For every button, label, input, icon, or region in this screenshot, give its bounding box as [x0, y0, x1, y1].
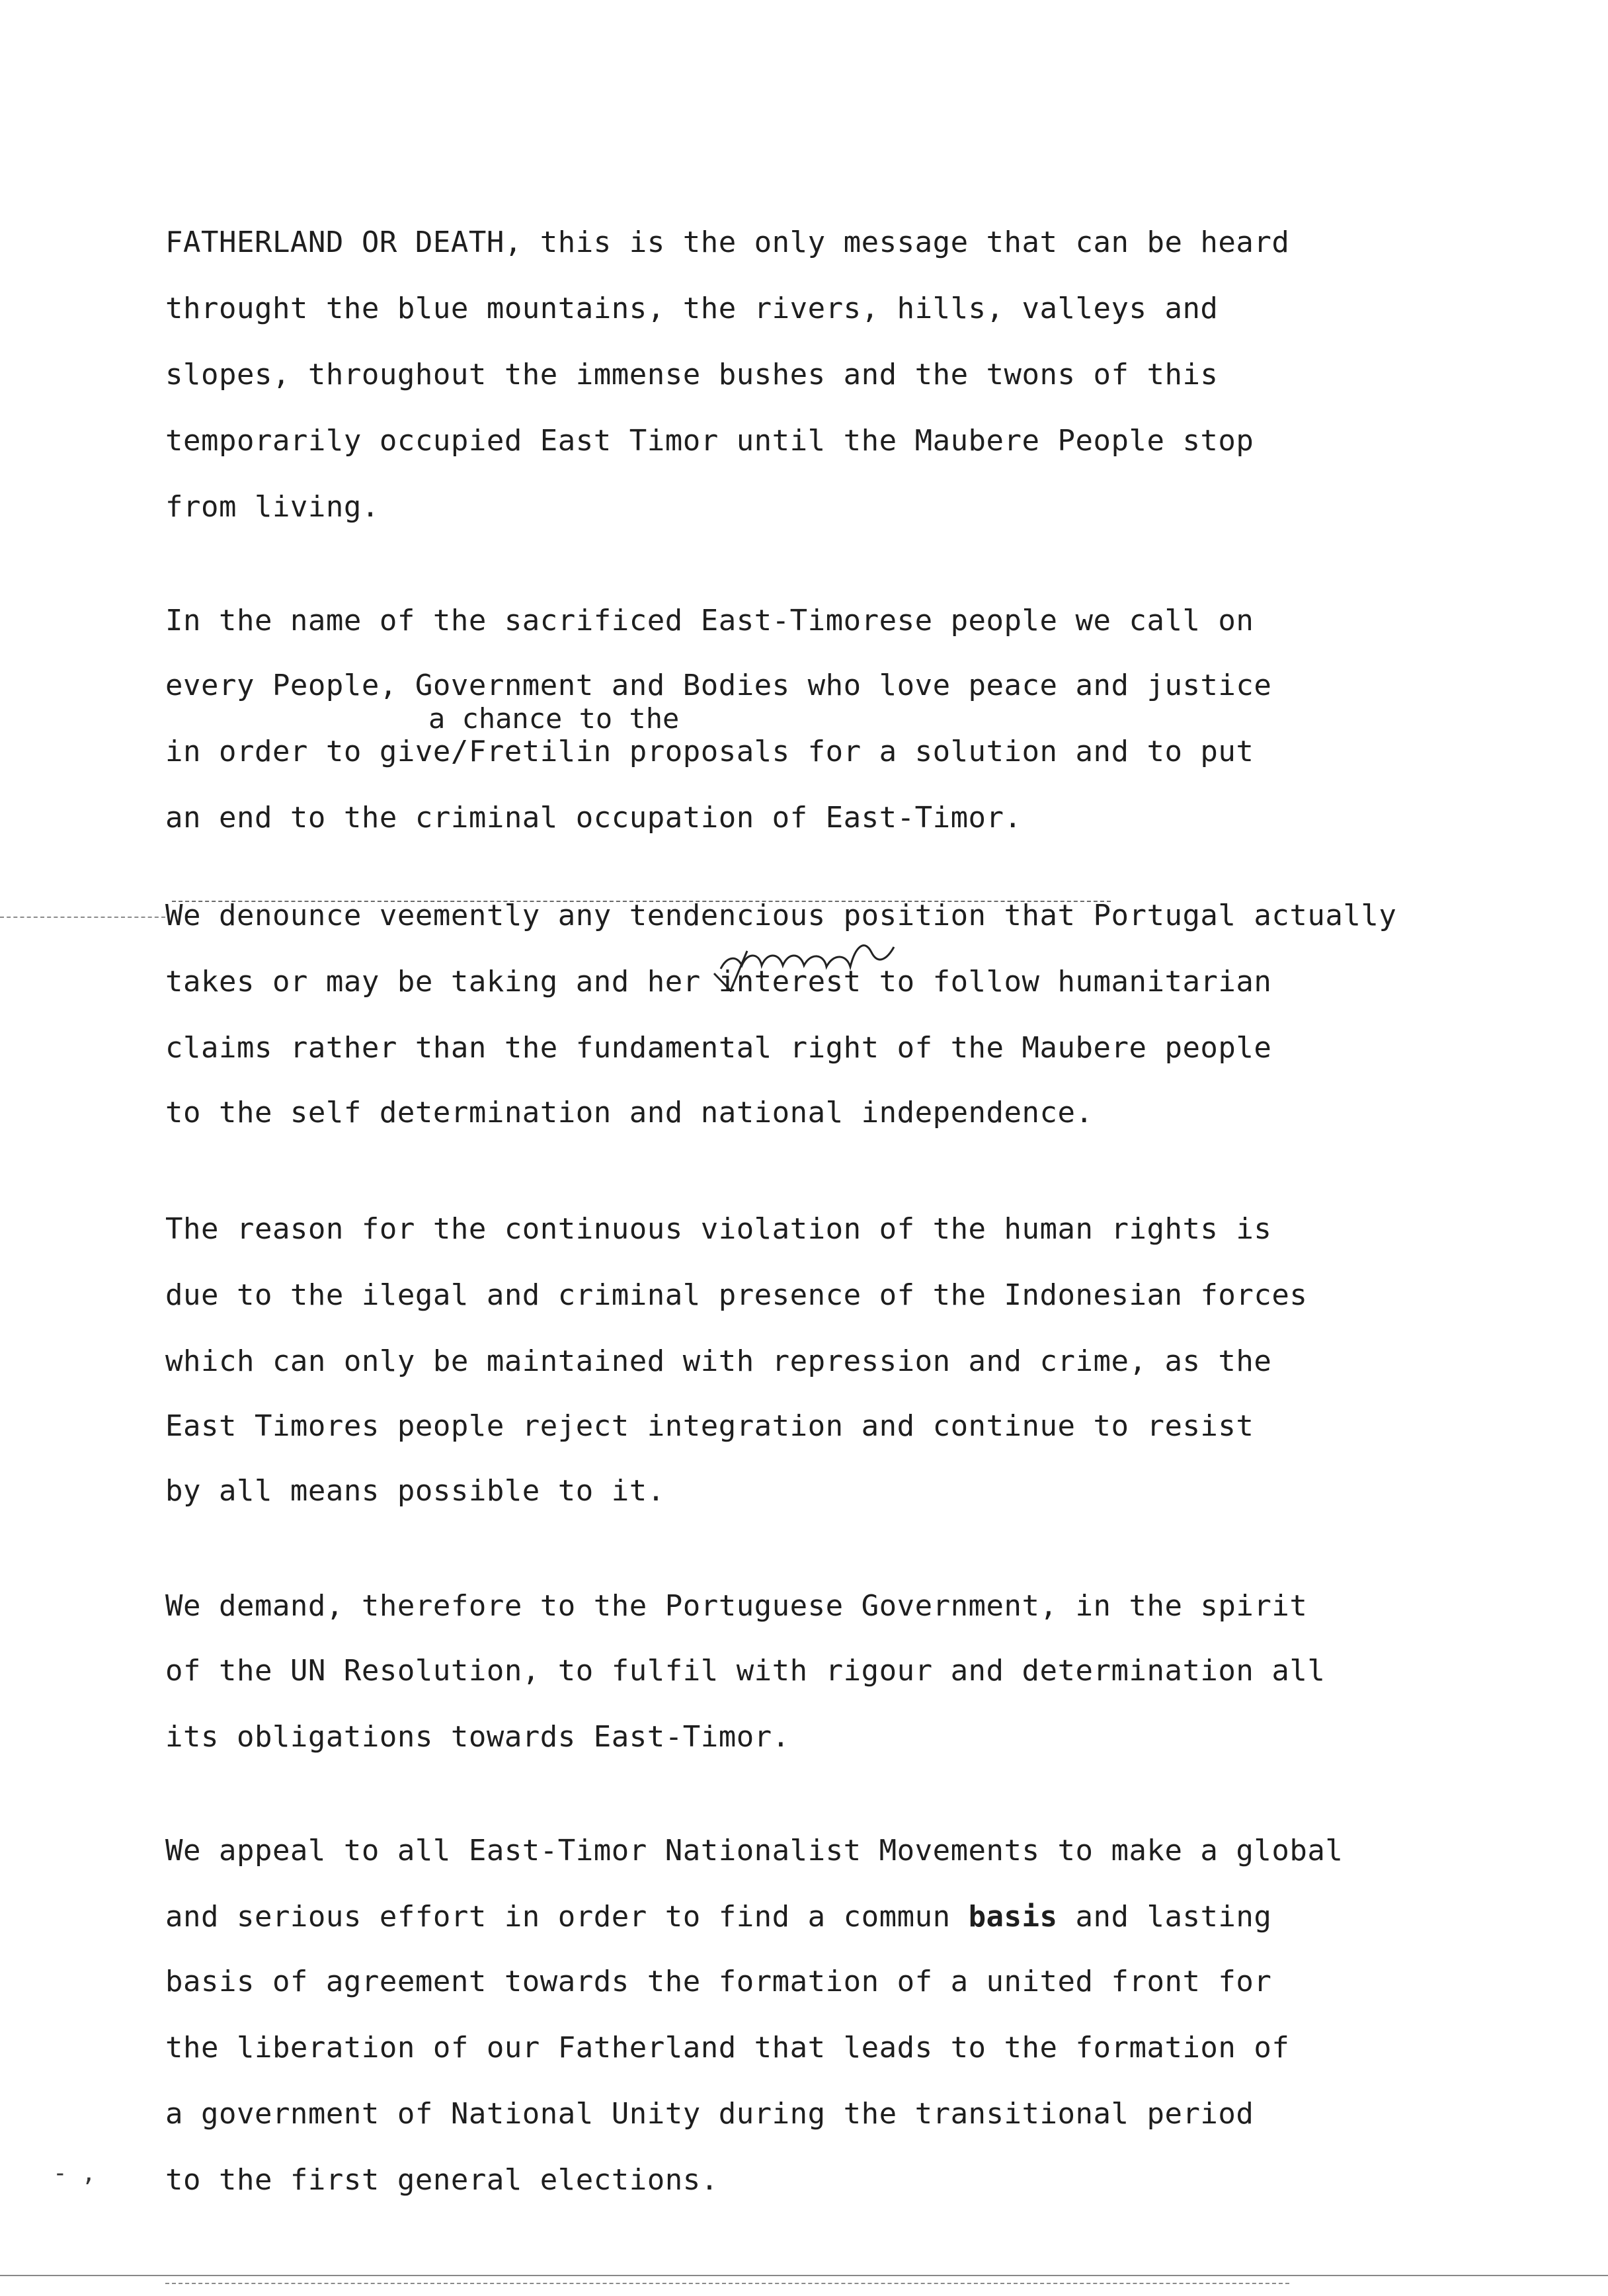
text-line: slopes, throughout the immense bushes and the twons of this — [165, 358, 1219, 391]
text-line: throught the blue mountains, the rivers, hills, valleys and — [165, 292, 1219, 325]
text-line: which can only be maintained with repression and crime, as the — [165, 1344, 1272, 1378]
text-line: takes or may be taking and her interest to follow humanitarian — [165, 965, 1272, 999]
text-line: an end to the criminal occupation of East-Timor. — [165, 801, 1022, 835]
text-line: to the first general elections. — [165, 2163, 719, 2197]
overstruck-word: basis — [968, 1900, 1058, 1934]
text-line: due to the ilegal and criminal presence of the Indonesian forces — [165, 1278, 1308, 1312]
margin-mark: - , — [53, 2160, 97, 2187]
typed-insertion: a chance to the — [428, 702, 680, 735]
text-line: in order to give/Fretilin proposals for a solution and to put — [165, 735, 1254, 768]
text-line: We demand, therefore to the Portuguese Government, in the spirit — [165, 1589, 1308, 1623]
text-line: of the UN Resolution, to fulfil with rigour and determination all — [165, 1654, 1326, 1688]
text-line: a government of National Unity during the transitional period — [165, 2097, 1254, 2131]
bottom-dash-rule — [165, 2283, 1289, 2284]
text-fragment: and serious effort in order to find a commun — [165, 1900, 969, 1934]
text-line: temporarily occupied East Timor until the Maubere People stop — [165, 424, 1254, 458]
text-line: basis of agreement towards the formation of a united front for — [165, 1965, 1272, 1998]
text-line: The reason for the continuous violation of the human rights is — [165, 1212, 1272, 1246]
margin-rule — [0, 917, 165, 918]
text-line: We denounce veemently any tendencious position that Portugal actually — [165, 899, 1397, 932]
text-line: FATHERLAND OR DEATH, this is the only message that can be heard — [165, 226, 1290, 259]
text-line: from living. — [165, 490, 380, 524]
text-line: its obligations towards East-Timor. — [165, 1720, 790, 1754]
text-line: East Timores people reject integration and continue to resist — [165, 1409, 1254, 1443]
text-line: In the name of the sacrificed East-Timorese people we call on — [165, 604, 1254, 637]
overtyped-dashes — [172, 901, 1111, 902]
text-line: by all means possible to it. — [165, 1474, 665, 1508]
text-line: We appeal to all East-Timor Nationalist Movements to make a global — [165, 1834, 1344, 1867]
text-line: claims rather than the fundamental right of the Maubere people — [165, 1031, 1272, 1065]
text-fragment: and lasting — [1057, 1900, 1272, 1934]
bottom-rule — [0, 2275, 1608, 2276]
text-line: the liberation of our Fatherland that leads to the formation of — [165, 2031, 1290, 2065]
text-line: every People, Government and Bodies who love peace and justice — [165, 669, 1272, 702]
text-line — [165, 1899, 1271, 1935]
text-line: to the self determination and national independence. — [165, 1096, 1094, 1129]
